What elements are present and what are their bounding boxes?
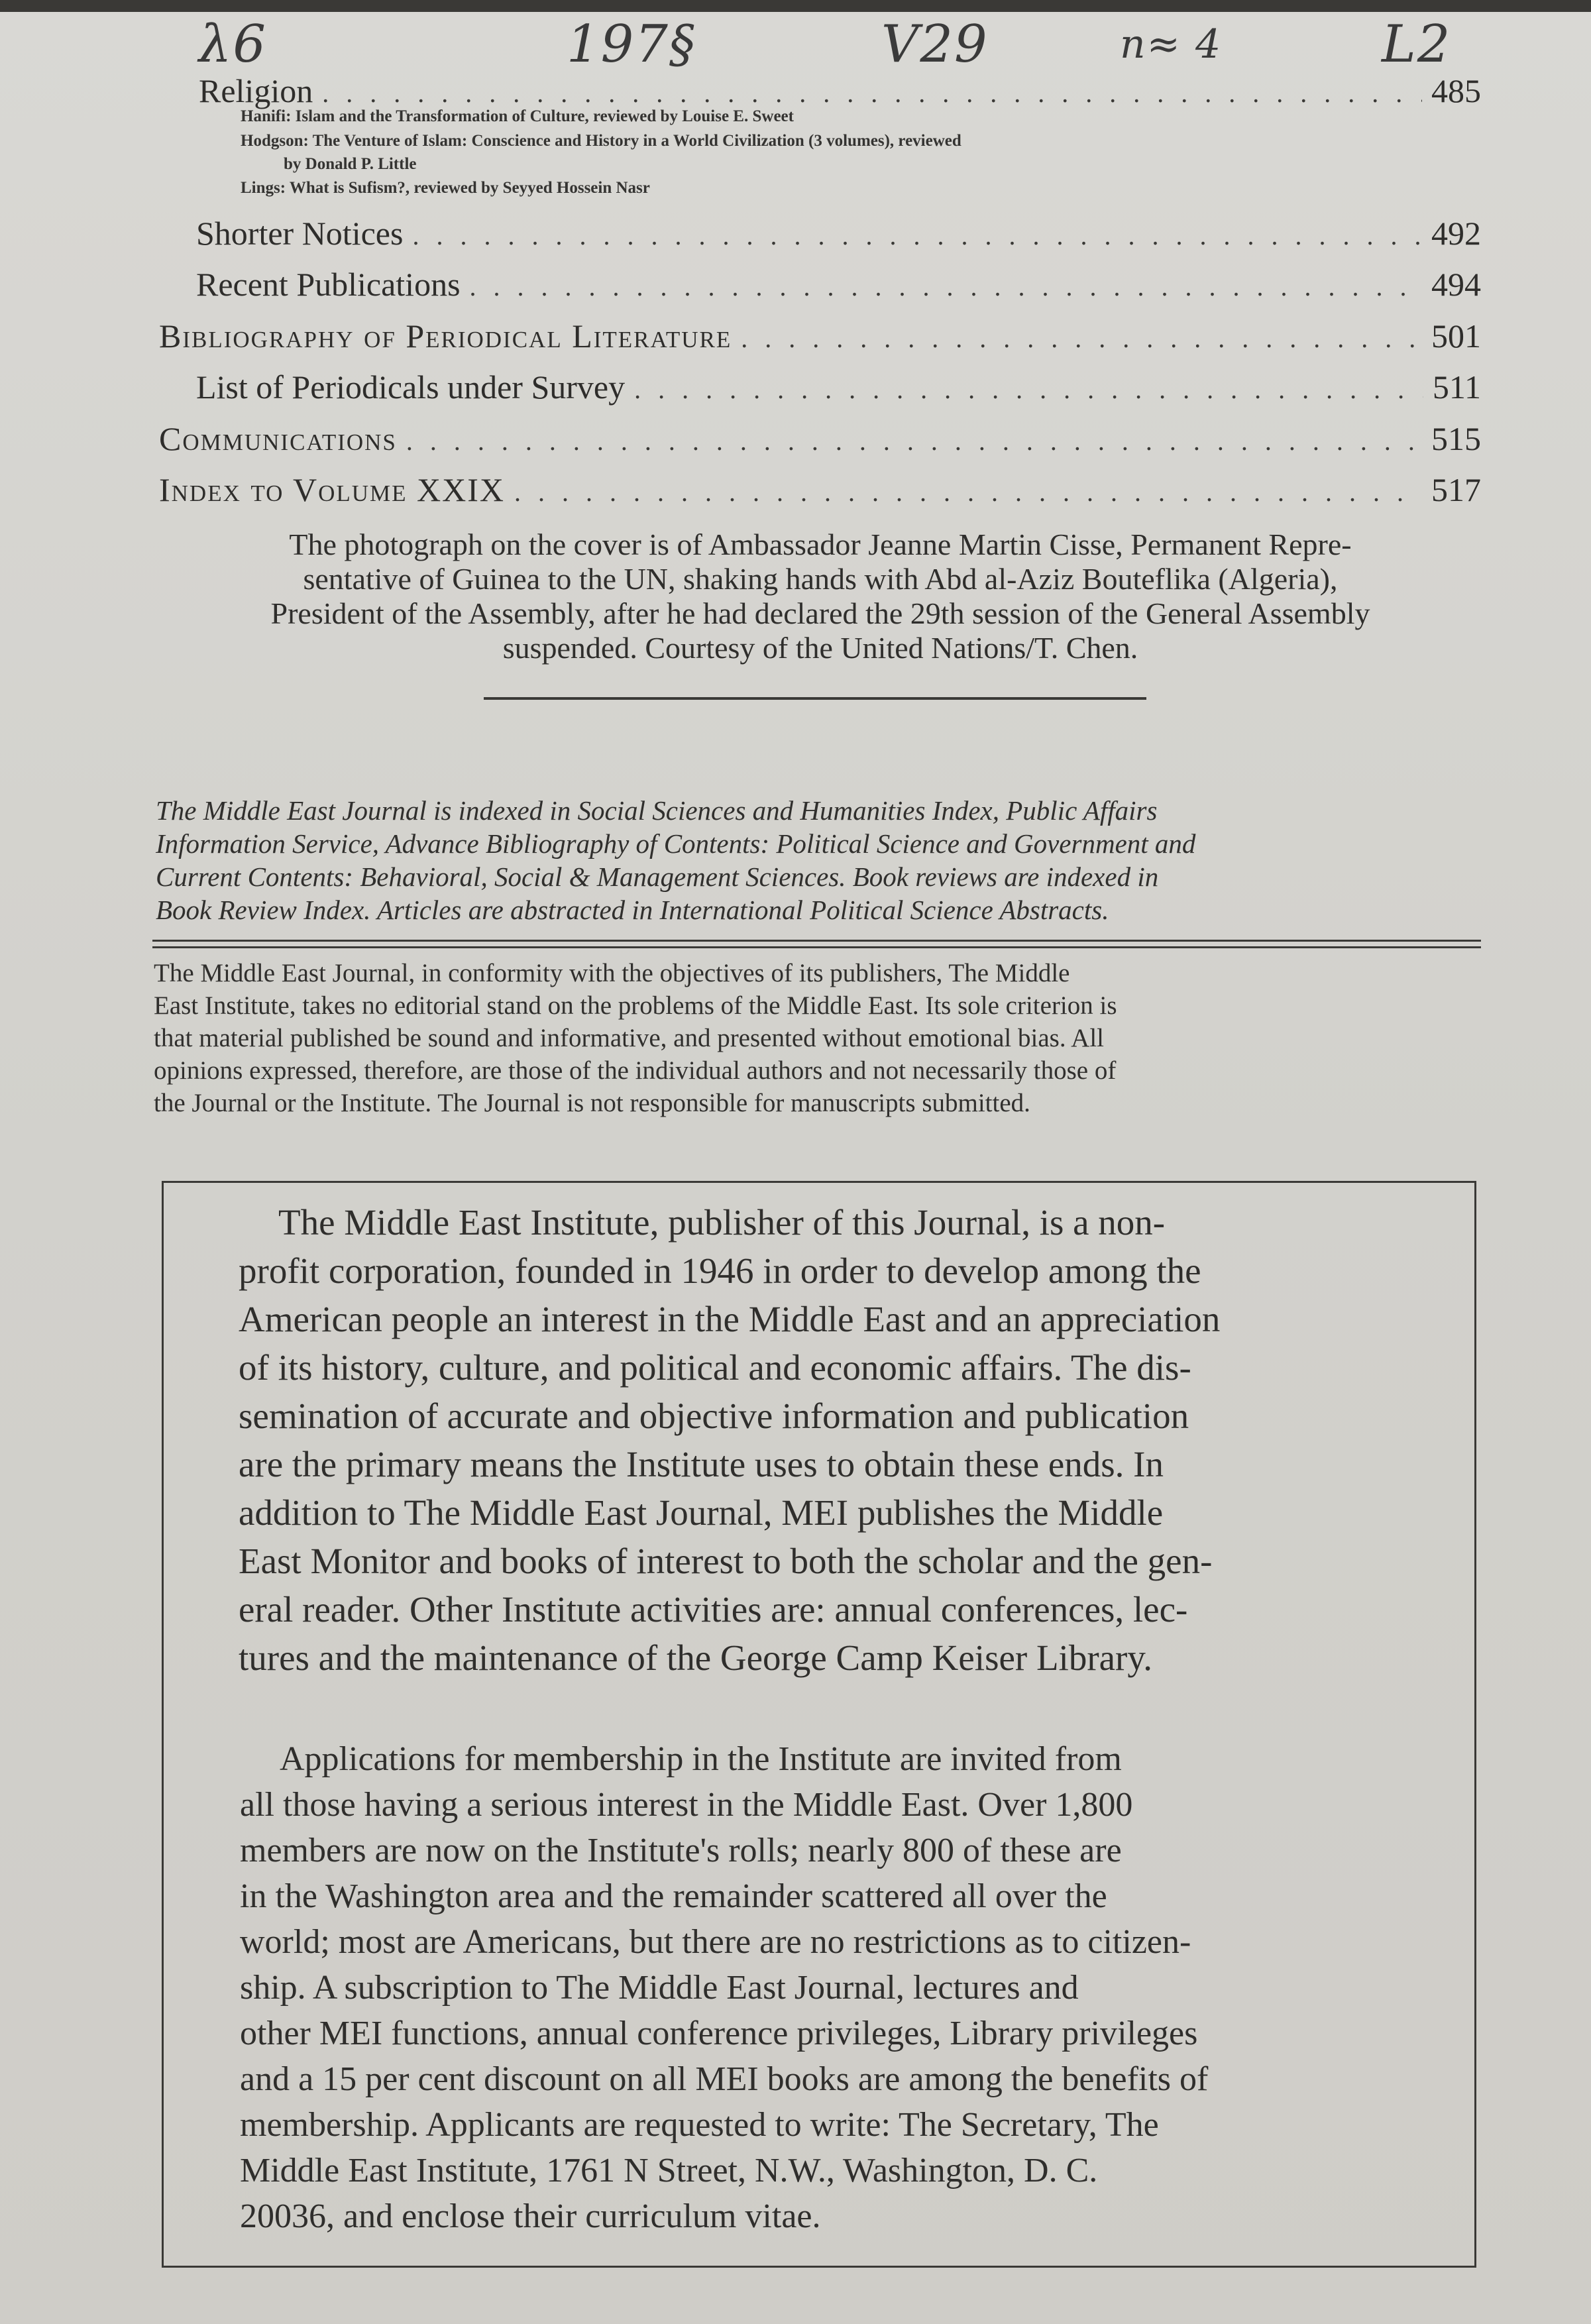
para-line: world; most are Americans, but there are no restrictions as to citizen- bbox=[240, 1923, 1191, 1961]
toc-entry-recent-publications bbox=[196, 265, 1481, 304]
toc-title: Communications bbox=[159, 420, 397, 457]
handwritten-note-4: n≈ 4 bbox=[1120, 21, 1223, 68]
review-line-3: by Donald P. Little bbox=[284, 155, 417, 173]
institute-paragraph bbox=[239, 1198, 1392, 1682]
toc-page: 511 bbox=[1432, 368, 1481, 406]
para-line: East Institute, takes no editorial stand on the problems of the Middle East. Its sole criterion is bbox=[154, 991, 1117, 1020]
toc-leader bbox=[634, 374, 1423, 405]
para-line: that material published be sound and informative, and presented without emotional bias. All bbox=[154, 1024, 1105, 1052]
para-line: and a 15 per cent discount on all MEI books are among the benefits of bbox=[240, 2060, 1209, 2098]
toc-title: Religion bbox=[199, 72, 313, 109]
para-line: tures and the maintenance of the George Camp Keiser Library. bbox=[239, 1637, 1153, 1678]
toc-page: 515 bbox=[1431, 420, 1481, 457]
para-line: of its history, culture, and political and economic affairs. The dis- bbox=[239, 1347, 1191, 1388]
toc-title: List of Periodicals under Survey bbox=[196, 368, 626, 406]
para-line: The Middle East Institute, publisher of this Journal, is a non- bbox=[278, 1202, 1166, 1243]
para-line: semination of accurate and objective information and publication bbox=[239, 1396, 1189, 1436]
para-line: membership. Applicants are requested to write: The Secretary, The bbox=[240, 2106, 1159, 2144]
para-line: ship. A subscription to The Middle East Journal, lectures and bbox=[240, 1969, 1079, 2007]
para-line: Current Contents: Behavioral, Social & Management Sciences. Book reviews are indexed in bbox=[156, 861, 1159, 892]
para-line: are the primary means the Institute uses to obtain these ends. In bbox=[239, 1444, 1164, 1484]
toc-entry-list-periodicals bbox=[196, 368, 1481, 406]
para-line: The Middle East Journal, in conformity with the objectives of its publishers, The Middle bbox=[154, 959, 1070, 987]
handwritten-note-5: L2 bbox=[1382, 15, 1452, 74]
toc-title: Bibliography of Periodical Literature bbox=[159, 317, 732, 355]
para-line: opinions expressed, therefore, are those of the individual authors and not necessarily those of bbox=[154, 1056, 1117, 1085]
caption-line: sentative of Guinea to the UN, shaking hands with Abd al-Aziz Bouteflika (Algeria), bbox=[303, 562, 1338, 596]
para-line: Applications for membership in the Institute are invited from bbox=[280, 1740, 1122, 1778]
toc-leader bbox=[514, 476, 1422, 508]
review-line-1: Hanifi: Islam and the Transformation of Culture, reviewed by Louise E. Sweet bbox=[241, 107, 794, 125]
handwritten-note-3: V29 bbox=[881, 15, 989, 74]
toc-title: Recent Publications bbox=[196, 266, 461, 303]
para-line: members are now on the Institute's rolls; nearly 800 of these are bbox=[240, 1832, 1122, 1869]
para-line: addition to The Middle East Journal, MEI publishes the Middle bbox=[239, 1492, 1164, 1533]
para-line: The Middle East Journal is indexed in Social Sciences and Humanities Index, Public Affairs bbox=[156, 795, 1158, 826]
indexing-paragraph bbox=[156, 794, 1481, 926]
double-rule-bottom bbox=[152, 946, 1481, 948]
scan-edge bbox=[0, 0, 1591, 12]
para-line: Middle East Institute, 1761 N Street, N.W., Washington, D. C. bbox=[240, 2152, 1098, 2189]
membership-paragraph bbox=[240, 1736, 1393, 2239]
toc-leader bbox=[412, 220, 1422, 251]
toc-page: 501 bbox=[1431, 317, 1481, 355]
para-line: Book Review Index. Articles are abstracted in International Political Science Abstracts. bbox=[156, 895, 1109, 925]
para-line: all those having a serious interest in the Middle East. Over 1,800 bbox=[240, 1786, 1133, 1824]
para-line: East Monitor and books of interest to both the scholar and the gen- bbox=[239, 1541, 1213, 1581]
toc-leader bbox=[322, 78, 1422, 109]
para-line: in the Washington area and the remainder scattered all over the bbox=[240, 1877, 1107, 1915]
para-line: 20036, and enclose their curriculum vitae. bbox=[240, 2197, 821, 2235]
double-rule-top bbox=[152, 940, 1481, 942]
para-line: other MEI functions, annual conference privileges, Library privileges bbox=[240, 2015, 1198, 2052]
toc-page: 485 bbox=[1431, 72, 1481, 109]
policy-paragraph bbox=[154, 957, 1482, 1119]
toc-title: Shorter Notices bbox=[196, 215, 404, 252]
toc-page: 494 bbox=[1431, 266, 1481, 303]
toc-title: Index to Volume XXIX bbox=[159, 471, 505, 508]
para-line: eral reader. Other Institute activities are: annual conferences, lec- bbox=[239, 1589, 1188, 1630]
review-line-2: Hodgson: The Venture of Islam: Conscience and History in a World Civilization (3 volumes), reviewed bbox=[241, 132, 961, 150]
toc-entry-index bbox=[159, 470, 1481, 509]
toc-entry-bibliography bbox=[159, 317, 1481, 355]
para-line: the Journal or the Institute. The Journal is not responsible for manuscripts submitted. bbox=[154, 1089, 1030, 1117]
toc-entry-shorter-notices bbox=[196, 214, 1481, 252]
toc-leader bbox=[470, 271, 1422, 302]
caption-line: President of the Assembly, after he had declared the 29th session of the General Assembly bbox=[270, 596, 1370, 630]
toc-leader bbox=[741, 323, 1422, 354]
caption-line: suspended. Courtesy of the United Nations/T. Chen. bbox=[502, 631, 1138, 665]
toc-page: 517 bbox=[1431, 471, 1481, 508]
toc-leader bbox=[406, 425, 1422, 457]
toc-entry-communications bbox=[159, 419, 1481, 458]
divider bbox=[484, 697, 1146, 700]
para-line: American people an interest in the Middle East and an appreciation bbox=[239, 1299, 1221, 1339]
handwritten-note-1: λ6 bbox=[199, 15, 268, 74]
caption-line: The photograph on the cover is of Ambassador Jeanne Martin Cisse, Permanent Repre- bbox=[289, 527, 1352, 561]
para-line: Information Service, Advance Bibliography of Contents: Political Science and Government and bbox=[156, 828, 1196, 859]
handwritten-note-2: 197§ bbox=[567, 15, 696, 74]
toc-page: 492 bbox=[1431, 215, 1481, 252]
review-line-4: Lings: What is Sufism?, reviewed by Seyyed Hossein Nasr bbox=[241, 179, 650, 197]
cover-caption bbox=[158, 527, 1483, 665]
para-line: profit corporation, founded in 1946 in order to develop among the bbox=[239, 1250, 1201, 1291]
toc-entry-religion bbox=[199, 72, 1481, 110]
